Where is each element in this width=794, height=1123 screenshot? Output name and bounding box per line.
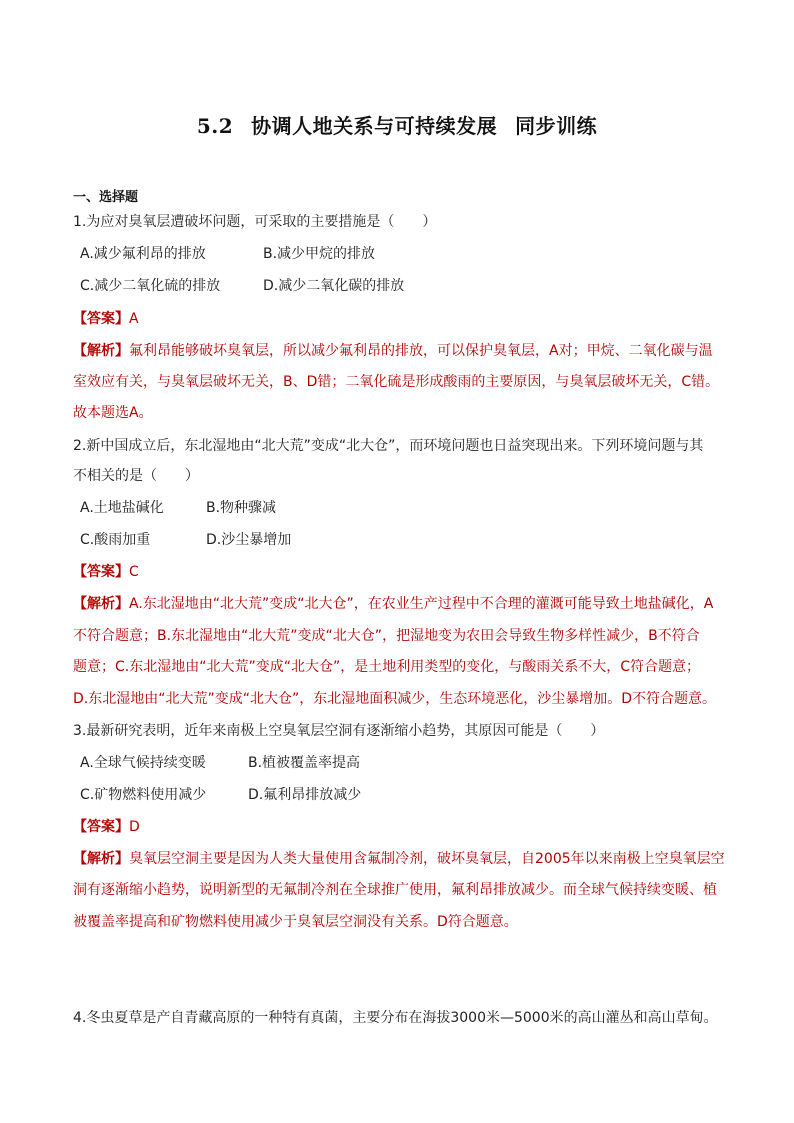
q1-option-b: B.减少甲烷的排放 [263, 246, 376, 262]
q1-stem: 1.为应对臭氧层遭破坏问题，可采取的主要措施是（ ） [73, 214, 437, 230]
q2-option-d: D.沙尘暴增加 [206, 532, 292, 548]
q1-option-a: A.减少氟利昂的排放 [80, 246, 206, 262]
analysis-label: 【解析】 [73, 851, 129, 867]
q3-analysis-line-2: 洞有逐渐缩小趋势，说明新型的无氟制冷剂在全球推广使用，氟利昂排放减少。而全球气候持续变暖、植 [73, 882, 717, 898]
q1-analysis-line-3: 故本题选A。 [73, 405, 153, 421]
q2-option-b: B.物种骤减 [206, 500, 277, 516]
answer-label: 【答案】 [73, 564, 129, 580]
q2-analysis-line-1: 【解析】A.东北湿地由“北大荒”变成“北大仓”，在农业生产过程中不合理的灌溉可能导致土地盐碱化，A [73, 596, 714, 612]
q2-stem-line-1: 2.新中国成立后，东北湿地由“北大荒”变成“北大仓”，而环境问题也日益突现出来。下列环境问题与其 [73, 438, 704, 454]
q3-analysis-line-3: 被覆盖率提高和矿物燃料使用减少于臭氧层空洞没有关系。D符合题意。 [73, 914, 518, 930]
q2-analysis-line-4: D.东北湿地由“北大荒”变成“北大仓”，东北湿地面积减少，生态环境恶化，沙尘暴增加。D不符合题意。 [73, 691, 717, 707]
q1-option-d: D.减少二氧化碳的排放 [263, 278, 405, 294]
answer-label: 【答案】 [73, 819, 129, 835]
q3-option-c: C.矿物燃料使用减少 [80, 787, 207, 803]
q2-option-c: C.酸雨加重 [80, 532, 151, 548]
q1-option-c: C.减少二氧化硫的排放 [80, 278, 221, 294]
answer-value: C [129, 564, 139, 580]
q2-option-a: A.土地盐碱化 [80, 500, 164, 516]
q2-analysis-line-2: 不符合题意；B.东北湿地由“北大荒”变成“北大仓”，把湿地变为农田会导致生物多样性减少，B不符合 [73, 628, 700, 644]
page-title [0, 110, 794, 139]
q1-answer [73, 309, 729, 329]
q3-option-d: D.氟利昂排放减少 [248, 787, 362, 803]
q3-analysis-line-1: 【解析】臭氧层空洞主要是因为人类大量使用含氟制冷剂，破坏臭氧层，自2005年以来南极上空臭氧层空 [73, 851, 725, 867]
section-heading: 一、选择题 [73, 190, 139, 205]
answer-value: A [129, 311, 139, 327]
q3-option-a: A.全球气候持续变暖 [80, 755, 206, 771]
q1-analysis-line-1: 【解析】氟利昂能够破坏臭氧层，所以减少氟利昂的排放，可以保护臭氧层，A对；甲烷、二氧化碳与温 [73, 343, 713, 359]
analysis-label: 【解析】 [73, 343, 129, 359]
answer-value: D [129, 819, 140, 835]
q2-analysis-line-3: 题意；C.东北湿地由“北大荒”变成“北大仓”，是土地利用类型的变化，与酸雨关系不大，C符合题意； [73, 659, 701, 675]
q1-analysis-line-2: 室效应有关，与臭氧层破坏无关，B、D错；二氧化硫是形成酸雨的主要原因，与臭氧层破坏无关，C错。 [73, 374, 720, 390]
q3-option-b: B.植被覆盖率提高 [248, 755, 361, 771]
q2-stem-line-2: 不相关的是（ ） [73, 468, 199, 484]
analysis-label: 【解析】 [73, 596, 129, 612]
title-number: 5.2 [196, 114, 234, 138]
answer-label: 【答案】 [73, 311, 129, 327]
q3-answer [73, 817, 729, 837]
q4-stem: 4.冬虫夏草是产自青藏高原的一种特有真菌，主要分布在海拔3000米—5000米的高山灌丛和高山草甸。 [73, 1010, 718, 1026]
title-suffix: 同步训练 [515, 114, 598, 138]
q2-answer [73, 562, 729, 582]
q3-stem: 3.最新研究表明，近年来南极上空臭氧层空洞有逐渐缩小趋势，其原因可能是（ ） [73, 723, 605, 739]
title-text: 协调人地关系与可持续发展 [251, 114, 498, 138]
